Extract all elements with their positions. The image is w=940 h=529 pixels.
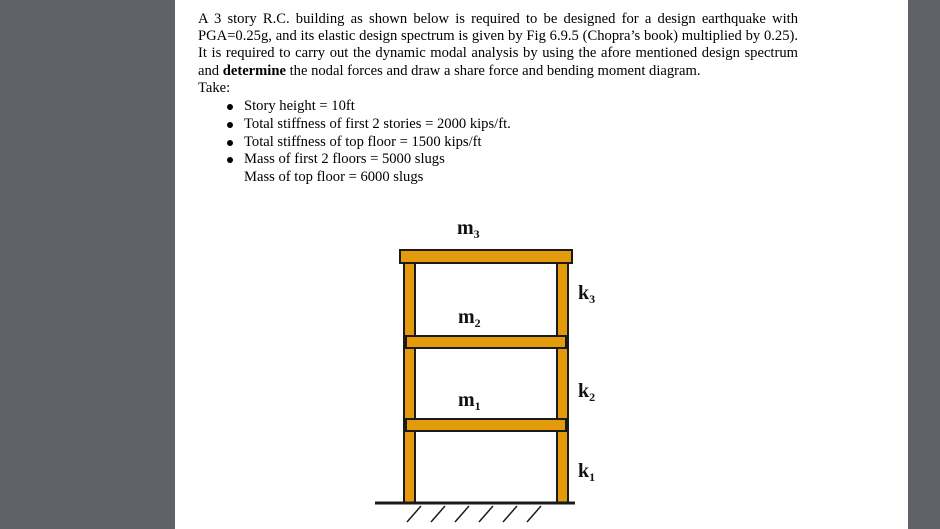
frame-figure [175,0,908,529]
intro-emphasis: determine [222,62,286,79]
list-continuation: Mass of top floor = 6000 slugs [244,169,424,186]
ground-hatching [407,506,541,522]
stiffness-label-k2: $k_2$ [578,380,596,404]
mass-label-m3: $m_3$ [457,217,480,241]
beam-first [406,419,566,431]
right-column [557,262,568,503]
list-item-text: Story height = 10ft [244,98,355,115]
beam-second [406,336,566,348]
intro-part-3: the nodal forces and draw a share force and bending moment diagram. [285,62,701,79]
beam-top [400,250,572,263]
stiffness-label-k3: $k_3$ [578,282,596,306]
list-item-text: Total stiffness of top floor = 1500 kips/ft [244,133,482,150]
take-label: Take: [198,79,231,96]
stiffness-label-k1: $k_1$ [578,460,596,484]
mass-label-m2: $m_2$ [458,306,481,330]
document-page [175,0,908,529]
list-item-text: Total stiffness of first 2 stories = 2000 kips/ft. [244,115,511,132]
list-item-text: Mass of first 2 floors = 5000 slugs [244,151,445,168]
frame-diagram [175,0,908,529]
intro-part-1: A 3 story R.C. building as shown below is required to be designed for a design earthquake with PGA=0.25g, and its elastic design spectrum is given by Fig 6.9.5 (Chopra’s book) multiplied by 0.25). It is required to carry out the dynamic modal analysis by using the afore mentioned design spectrum and [198,11,798,79]
left-column [404,262,415,503]
mass-label-m1: $m_1$ [458,389,481,413]
